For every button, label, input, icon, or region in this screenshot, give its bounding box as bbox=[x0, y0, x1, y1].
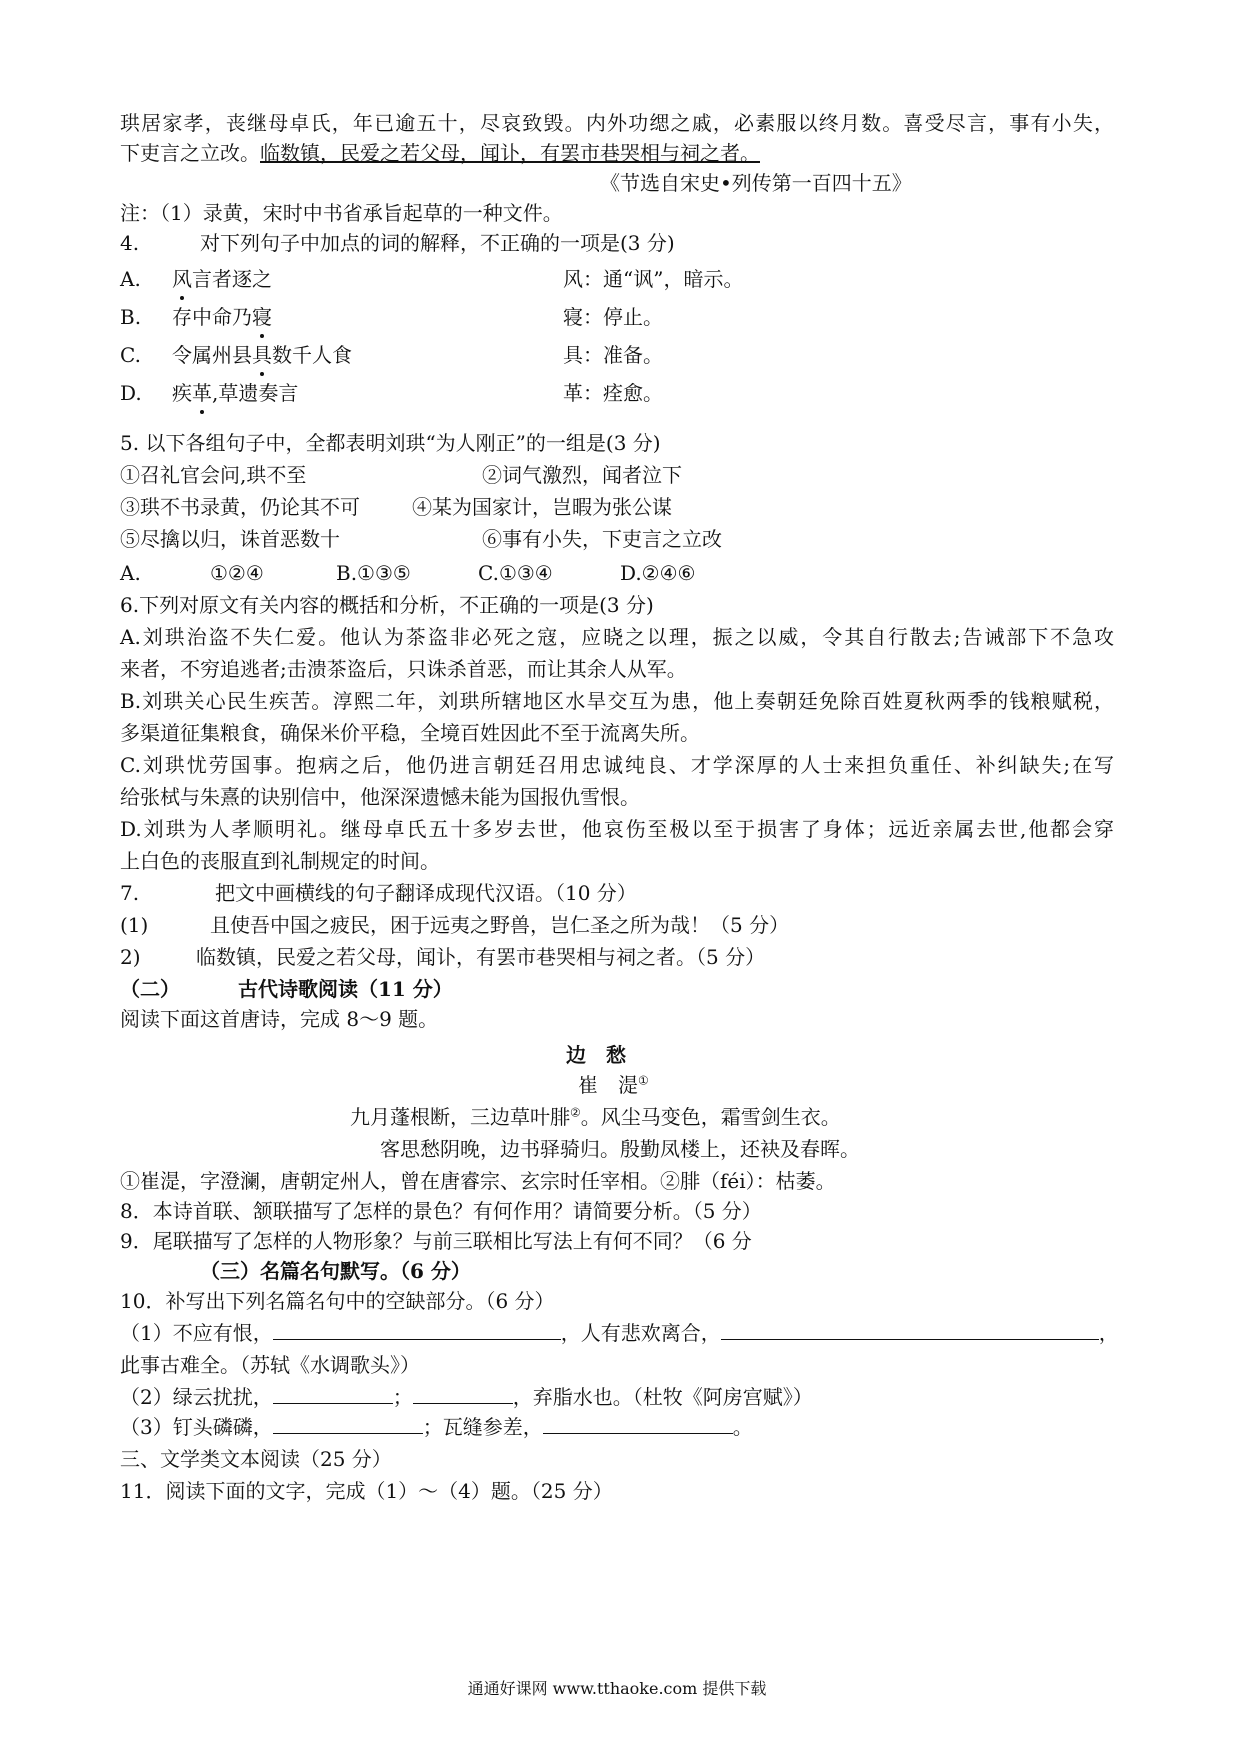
q5-item: ①召礼官会问,珙不至 bbox=[120, 463, 307, 487]
author-name: 崔 湜 bbox=[578, 1073, 638, 1097]
answer-blank[interactable] bbox=[543, 1413, 733, 1434]
q5-item: ③珙不书录黄，仍论其不可 bbox=[120, 495, 360, 519]
q6-option-d: D.刘珙为人孝顺明礼。继母卓氏五十多岁去世，他哀伤至极以至于损害了身体；远近亲属去世,他都会穿 bbox=[120, 817, 1114, 841]
poem-line bbox=[350, 1102, 841, 1132]
q4-option-d-sentence bbox=[172, 378, 298, 408]
q4-option-a-sentence bbox=[172, 264, 272, 294]
q7-stem: 把文中画横线的句子翻译成现代汉语。（10 分） bbox=[215, 881, 637, 905]
q7-number: 7. bbox=[120, 881, 140, 905]
q5-choice-d: D.②④⑥ bbox=[620, 561, 696, 585]
q5-choice-a-label: A. bbox=[120, 561, 141, 585]
q7-sub-number: 2) bbox=[120, 945, 141, 969]
q6-option-b: B.刘珙关心民生疾苦。淳熙二年，刘珙所辖地区水旱交互为患，他上奏朝廷免除百姓夏秋两季的钱粮赋税， bbox=[120, 689, 1114, 713]
poem-title: 边 愁 bbox=[566, 1043, 626, 1067]
sentence-text: 疾 bbox=[172, 381, 192, 405]
q6-option-a-cont: 来者，不穷追逃者;击溃茶盗后，只诛杀首恶，而让其余人从军。 bbox=[120, 657, 687, 681]
sentence-text: ,草遗奏言 bbox=[212, 381, 299, 405]
footnote-mark: ② bbox=[570, 1105, 581, 1120]
q5-item: ②词气激烈，闻者泣下 bbox=[482, 463, 682, 487]
poem-text: 九月蓬根断，三边草叶腓 bbox=[350, 1105, 570, 1129]
dictation-text: 。 bbox=[732, 1415, 753, 1439]
sentence-text: 数千人食 bbox=[272, 343, 352, 367]
q4-option-c-definition: 具：准备。 bbox=[563, 343, 663, 367]
q4-number: 4. bbox=[120, 231, 140, 255]
page-footer: 通通好课网 www.tthaoke.com 提供下载 bbox=[467, 1679, 767, 1698]
q4-option-b-label: B. bbox=[120, 305, 142, 329]
dictation-text: （3）钉头磷磷， bbox=[120, 1415, 273, 1439]
dictation-text: ，人有悲欢离合， bbox=[560, 1321, 721, 1345]
dictation-text: ； bbox=[392, 1385, 413, 1409]
q4-option-b-definition: 寝：停止。 bbox=[563, 305, 663, 329]
dotted-word: 风 bbox=[172, 264, 192, 294]
footnote-mark: ① bbox=[638, 1073, 649, 1088]
q8: 8．本诗首联、颔联描写了怎样的景色？有何作用？请简要分析。（5 分） bbox=[120, 1199, 762, 1223]
dotted-word: 革 bbox=[192, 378, 212, 408]
sentence-text: 存中命乃 bbox=[172, 305, 252, 329]
section-title: 三、文学类文本阅读（25 分） bbox=[120, 1447, 392, 1471]
underlined-sentence: 临数镇，民爱之若父母，闻讣，有罢市巷哭相与祠之者。 bbox=[260, 141, 760, 165]
answer-blank[interactable] bbox=[273, 1413, 423, 1434]
q5-choice-a: ①②④ bbox=[210, 561, 264, 585]
sentence-text: 令属州县 bbox=[172, 343, 252, 367]
dictation-text: （2）绿云扰扰， bbox=[120, 1385, 273, 1409]
dictation-text: ；瓦缝参差， bbox=[422, 1415, 543, 1439]
q6-option-c: C.刘珙忧劳国事。抱病之后，他仍进言朝廷召用忠诚纯良、才学深厚的人士来担负重任、补纠缺失;在写 bbox=[120, 753, 1114, 777]
dictation-text: ，弃脂水也。（杜牧《阿房宫赋》） bbox=[512, 1385, 813, 1409]
q6-stem: 6.下列对原文有关内容的概括和分析，不正确的一项是(3 分) bbox=[120, 593, 654, 617]
dictation-line bbox=[120, 1382, 813, 1412]
q6-option-d-cont: 上白色的丧服直到礼制规定的时间。 bbox=[120, 849, 440, 873]
q10-stem: 10．补写出下列名篇名句中的空缺部分。（6 分） bbox=[120, 1289, 555, 1313]
answer-blank[interactable] bbox=[273, 1319, 561, 1340]
section-title: （三）名篇名句默写。（6 分） bbox=[200, 1259, 471, 1283]
passage-text: 下吏言之立改。 bbox=[120, 141, 260, 165]
q11-stem: 11．阅读下面的文字，完成（1）～（4）题。（25 分） bbox=[120, 1479, 613, 1503]
section-intro: 阅读下面这首唐诗，完成 8～9 题。 bbox=[120, 1007, 439, 1031]
q4-option-c-label: C. bbox=[120, 343, 141, 367]
q4-stem: 对下列句子中加点的词的解释，不正确的一项是(3 分) bbox=[200, 231, 675, 255]
sentence-text: 言者逐之 bbox=[192, 267, 272, 291]
passage-source: 《节选自宋史•列传第一百四十五》 bbox=[600, 171, 912, 195]
section-label: （二） bbox=[120, 977, 180, 1001]
q4-option-d-definition: 革：痊愈。 bbox=[563, 381, 663, 405]
q5-choice-b: B.①③⑤ bbox=[336, 561, 411, 585]
dotted-word: 寝 bbox=[252, 302, 272, 332]
q7-sentence: 临数镇，民爱之若父母，闻讣，有罢市巷哭相与祠之者。（5 分） bbox=[196, 945, 766, 969]
dictation-text: ， bbox=[1098, 1321, 1119, 1345]
q4-option-d-label: D. bbox=[120, 381, 142, 405]
dictation-text: （1）不应有恨， bbox=[120, 1321, 273, 1345]
dictation-line bbox=[120, 1318, 1119, 1348]
answer-blank[interactable] bbox=[413, 1383, 513, 1404]
poem-notes: ①崔湜，字澄澜，唐朝定州人，曾在唐睿宗、玄宗时任宰相。②腓（féi）：枯萎。 bbox=[120, 1169, 836, 1193]
section-title: 古代诗歌阅读（11 分） bbox=[238, 977, 453, 1001]
dictation-line: 此事古难全。（苏轼《水调歌头》） bbox=[120, 1353, 420, 1377]
q7-sub-number: (1) bbox=[120, 913, 149, 937]
dotted-word: 具 bbox=[252, 340, 272, 370]
q5-item: ④某为国家计，岂暇为张公谋 bbox=[412, 495, 672, 519]
passage-note: 注：（1）录黄，宋时中书省承旨起草的一种文件。 bbox=[120, 201, 563, 225]
q6-option-a: A.刘珙治盗不失仁爱。他认为茶盗非必死之寇，应晓之以理，振之以威，令其自行散去;告诫部下不急攻 bbox=[120, 625, 1114, 649]
poem-author bbox=[578, 1070, 649, 1100]
q5-stem: 5. 以下各组句子中，全都表明刘珙“为人刚正”的一组是(3 分) bbox=[120, 431, 661, 455]
poem-line: 客思愁阴晚，边书驿骑归。殷勤凤楼上，还袂及春晖。 bbox=[380, 1137, 860, 1161]
dictation-line bbox=[120, 1412, 753, 1442]
passage-line bbox=[120, 138, 760, 168]
answer-blank[interactable] bbox=[273, 1383, 393, 1404]
passage-line: 珙居家孝，丧继母卓氏，年已逾五十，尽哀致毁。内外功缌之戚，必素服以终月数。喜受尽言，事有小失， bbox=[120, 111, 1114, 135]
q5-choice-c: C.①③④ bbox=[478, 561, 553, 585]
poem-text: 。风尘马变色，霜雪剑生衣。 bbox=[580, 1105, 841, 1129]
q4-option-c-sentence bbox=[172, 340, 352, 370]
q5-item: ⑤尽擒以归，诛首恶数十 bbox=[120, 527, 340, 551]
answer-blank[interactable] bbox=[721, 1319, 1099, 1340]
q9: 9．尾联描写了怎样的人物形象？与前三联相比写法上有何不同？（6 分 bbox=[120, 1229, 752, 1253]
q5-item: ⑥事有小失，下吏言之立改 bbox=[482, 527, 722, 551]
q4-option-b-sentence bbox=[172, 302, 272, 332]
q6-option-b-cont: 多渠道征集粮食，确保米价平稳，全境百姓因此不至于流离失所。 bbox=[120, 721, 700, 745]
q6-option-c-cont: 给张栻与朱熹的诀别信中，他深深遗憾未能为国报仇雪恨。 bbox=[120, 785, 640, 809]
q7-sentence: 且使吾中国之疲民，困于远夷之野兽，岂仁圣之所为哉！（5 分） bbox=[210, 913, 790, 937]
q4-option-a-definition: 风：通“讽”，暗示。 bbox=[563, 267, 744, 291]
q4-option-a-label: A. bbox=[120, 267, 141, 291]
